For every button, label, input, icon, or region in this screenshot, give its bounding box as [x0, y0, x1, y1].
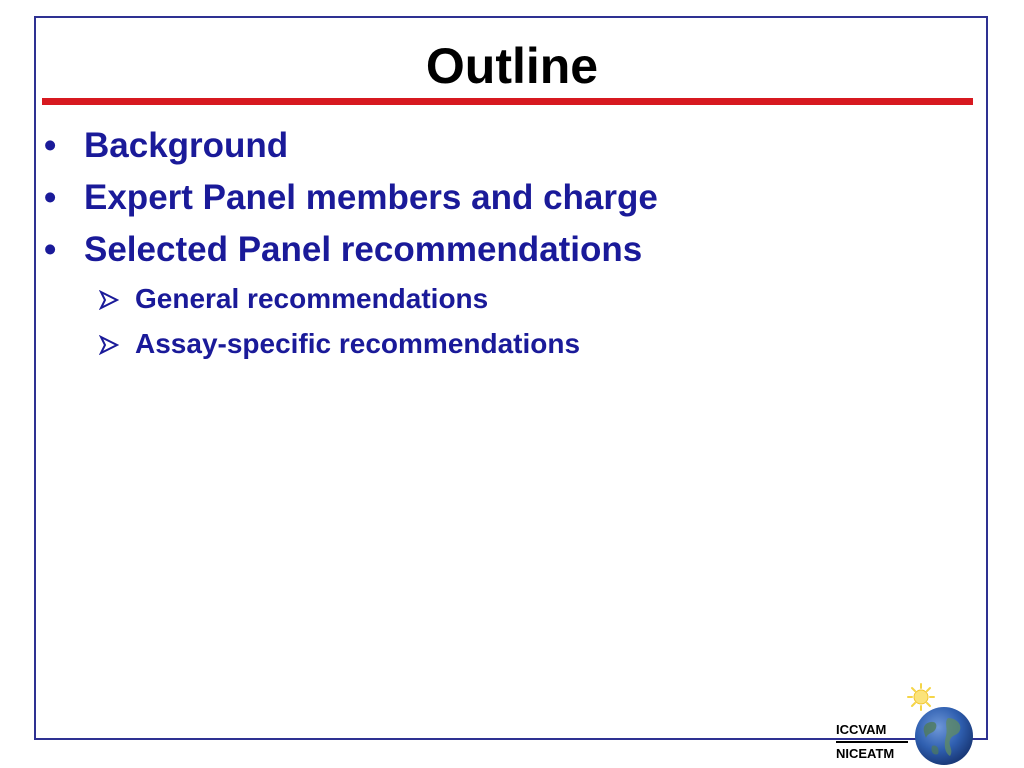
arrow-bullet-icon: [99, 290, 119, 310]
sub-bullet-text: Assay-specific recommendations: [135, 328, 581, 359]
slide-title: Outline: [425, 38, 599, 94]
bullet-dot: •: [44, 126, 57, 165]
iccvam-niceatm-logo: [836, 680, 976, 768]
logo-text-iccvam: ICCVAM: [836, 722, 887, 737]
bullet-dot: •: [44, 230, 57, 269]
arrow-bullet-icon: [99, 335, 119, 355]
sub-bullet-text: General recommendations: [135, 283, 489, 314]
logo-divider: [836, 741, 908, 743]
bullet-dot: •: [44, 178, 57, 217]
title-underline: [42, 98, 973, 105]
logo-text-niceatm: NICEATM: [836, 746, 895, 761]
bullet-text: Background: [84, 126, 289, 165]
bullet-text: Selected Panel recommendations: [84, 230, 643, 269]
globe-icon: [914, 706, 974, 766]
bullet-text: Expert Panel members and charge: [84, 178, 658, 217]
